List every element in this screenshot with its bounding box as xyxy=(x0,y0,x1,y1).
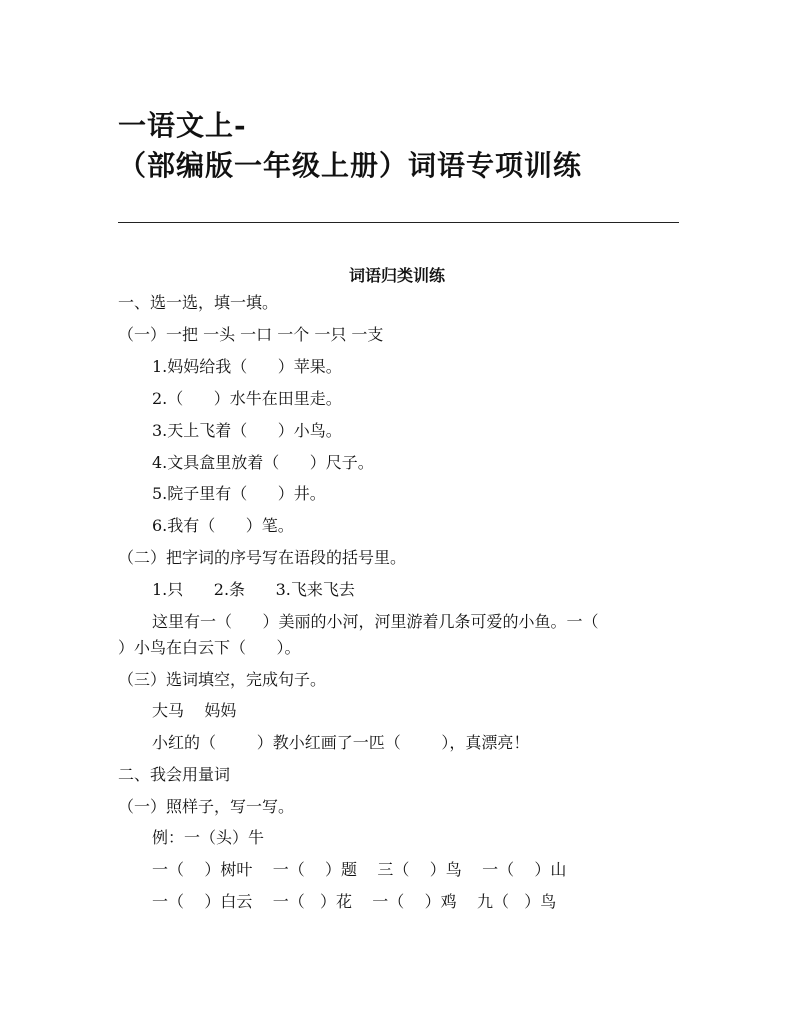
title-divider xyxy=(118,222,679,223)
part-3-options: 大马 妈妈 xyxy=(152,701,237,720)
part-2-passage-line1: 这里有一（ ）美丽的小河，河里游着几条可爱的小鱼。一（ xyxy=(152,612,599,631)
part-2-heading: （二）把字词的序号写在语段的括号里。 xyxy=(118,548,407,567)
question-1-4: 4.文具盒里放着（ ）尺子。 xyxy=(152,453,374,472)
part-3-heading: （三）选词填空，完成句子。 xyxy=(118,670,327,689)
question-1-2: 2.（ ）水牛在田里走。 xyxy=(152,389,342,408)
question-1-3: 3.天上飞着（ ）小鸟。 xyxy=(152,421,342,440)
question-1-1: 1.妈妈给我（ ）苹果。 xyxy=(152,357,342,376)
section-2-part-1-heading: （一）照样子，写一写。 xyxy=(118,797,295,816)
part-2-options: 1.只 2.条 3.飞来飞去 xyxy=(152,580,355,599)
part-1-heading: （一）一把 一头 一口 一个 一只 一支 xyxy=(118,325,384,344)
document-title-line2: （部编版一年级上册）词语专项训练 xyxy=(118,149,583,182)
part-3-sentence: 小红的（ ）教小红画了一匹（ ），真漂亮！ xyxy=(152,733,530,752)
measure-word-row-1: 一（ ）树叶 一（ ）题 三（ ）鸟 一（ ）山 xyxy=(152,860,567,879)
document-title-line1: 一语文上- xyxy=(118,109,247,142)
example-line: 例：一（头）牛 xyxy=(152,828,265,847)
measure-word-row-2: 一（ ）白云 一（ ）花 一（ ）鸡 九（ ）鸟 xyxy=(152,892,557,911)
part-2-passage-line2: ）小鸟在白云下（ ）。 xyxy=(118,638,301,657)
question-1-5: 5.院子里有（ ）井。 xyxy=(152,484,326,503)
section-subtitle: 词语归类训练 xyxy=(348,266,445,285)
section-1-heading: 一、选一选，填一填。 xyxy=(118,293,279,312)
section-2-heading: 二、我会用量词 xyxy=(118,765,231,784)
question-1-6: 6.我有（ ）笔。 xyxy=(152,516,294,535)
